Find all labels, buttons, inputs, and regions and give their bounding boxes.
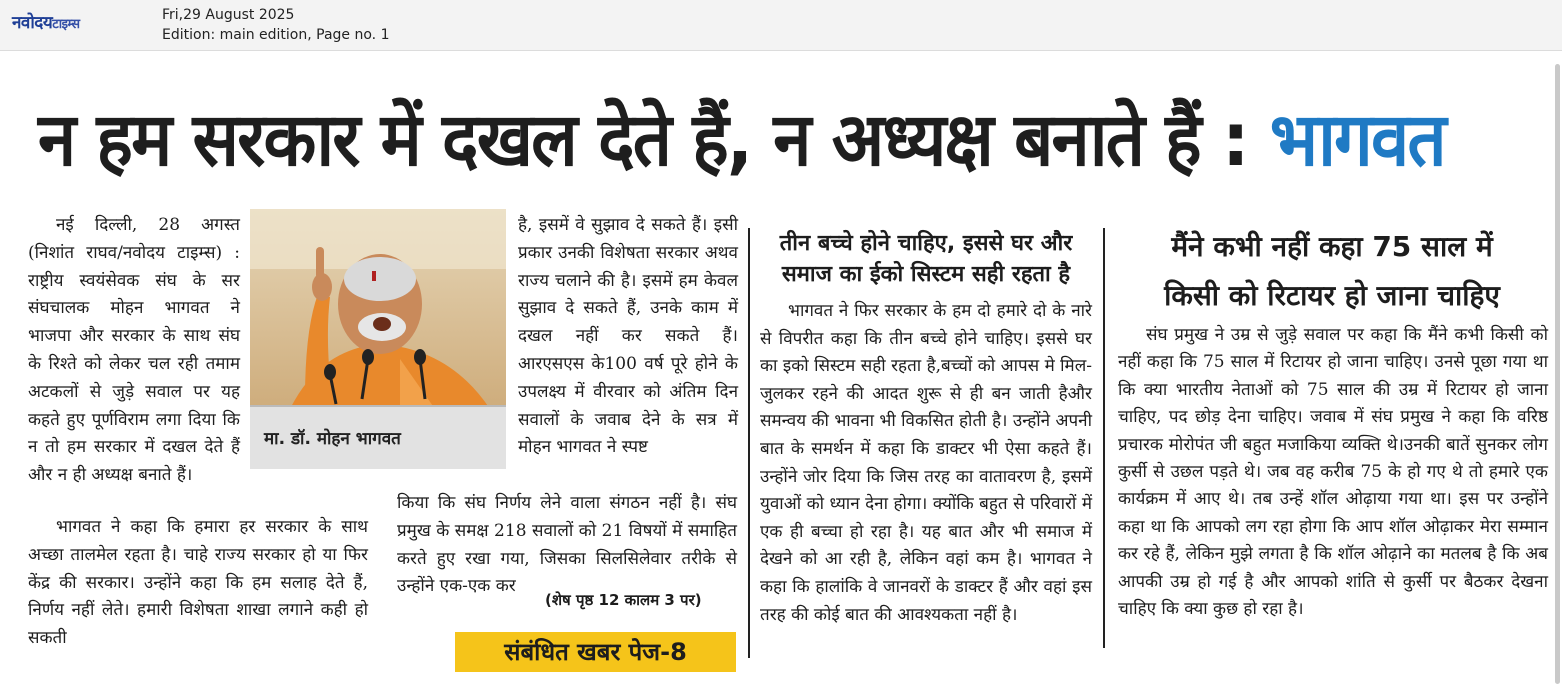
column-divider-right [1103, 228, 1105, 648]
edition-meta [162, 5, 390, 45]
column-4-subheadline [1112, 222, 1552, 320]
headline-main-text: न हम सरकार में दखल देते हैं, न अध्यक्ष बनाते हैं : [38, 97, 1270, 183]
column-3-body: भागवत ने फिर सरकार के हम दो हमारे दो के नारे से विपरीत कहा कि तीन बच्चे होने चाहिए। इससे घर का इको सिस्टम सही रहता है,बच्चों को आपस मे मिल-जुलकर रहने की आदत शुरू से ही बन जाती हैऔर समन्वय की भावना भी विकसित होती है। उन्होंने अपनी बात के समर्थन में कहा कि डाक्टर भी ऐसा कहते हैं।उन्होंने जोर दिया कि जिस तरह का वातावरण है, इसमें युवाओं को ध्यान देना होगा। क्योंकि बहुत से परिवारों में एक ही बच्चा हो रहा है। यह बात और भी समाज में देखने को आ रही है, लेकिन वहां कम है। भागवत ने कहा कि हालांकि वे जानवरों के डाक्टर हैं और वहां इस तरह की कोई बात की आवश्यकता नहीं है। [760, 301, 1092, 625]
mohan-bhagwat-photo [250, 209, 506, 469]
article-column-1-continued [28, 514, 368, 653]
column-3-subhead-line-2: समाज का ईको सिस्टम सही रहता है [781, 262, 1071, 287]
continued-on-page-note: (शेष पृष्ठ 12 कालम 3 पर) [545, 591, 702, 609]
top-bar [0, 0, 1562, 51]
edition-info: Edition: main edition, Page no. 1 [162, 27, 390, 43]
column-2-upper-text: है, इसमें वे सुझाव दे सकते हैं। इसी प्रकार उनकी विशेषता सरकार अथव राज्य चलाने की है। इसमें हम केवल सुझाव दे सकते हैं, उनके काम में दखल नहीं कर सकते हैं। आरएसएस के100 वर्ष पूरे होने के उपलक्ष्य में वीरवार को अंतिम दिन सवालों के जवाब देने के सत्र में मोहन भागवत ने स्पष्ट [518, 215, 738, 458]
column-4-body: संघ प्रमुख ने उम्र से जुड़े सवाल पर कहा कि मैंने कभी किसी को नहीं कहा कि 75 साल में रिटायर हो जाना चाहिए। उनसे पूछा गया था कि क्या भारतीय नेताओं को 75 साल की उम्र में रिटायर हो जाना चाहिए, पद छोड़ देना चाहिए। जवाब में संघ प्रमुख ने कहा कि वरिष्ठ प्रचारक मोरोपंत जी बहुत मजाकिया व्यक्ति थे।उनकी बातें सुनकर लोग कुर्सी से उछल पड़ते थे। जब वह करीब 75 के हो गए थे तो हमारे एक कार्यक्रम में आए थे। तब उन्हें शॉल ओढ़ाया गया था। इस पर उन्होंने कहा था कि आपको लग रहा होगा कि आप शॉल ओढ़ाकर मेरा सम्मान कर रहे हैं, लेकिन मुझे लगता है कि शॉल ओढ़ाने का मतलब है कि अब आपकी उम्र हो गई है और आपको शांति से कुर्सी पर बैठकर देखना चाहिए कि क्या कुछ हो रहा है। [1118, 325, 1548, 620]
article-column-2 [518, 212, 738, 462]
logo-sub-text: टाइम्स [52, 17, 80, 32]
column-divider-left [748, 228, 750, 658]
article-column-1 [28, 212, 240, 490]
logo-main-text: नवोदय [12, 13, 53, 33]
page-headline [38, 84, 1445, 196]
column-1-second-paragraph: भागवत ने कहा कि हमारा हर सरकार के साथ अच्छा तालमेल रहता है। चाहे राज्य सरकार हो या फिर केंद्र की सरकार। उन्होंने कहा कि हम सलाह देते हैं, निर्णय नहीं लेते। हमारी विशेषता शाखा लगाने कही हो सकती [28, 517, 368, 649]
column-4-subhead-line-2: किसी को रिटायर हो जाना चाहिए [1164, 279, 1500, 312]
edition-date: Fri,29 August 2025 [162, 7, 295, 23]
article-column-2-lower [397, 490, 737, 601]
scrollbar-thumb[interactable] [1555, 64, 1560, 684]
vertical-scrollbar[interactable] [1554, 58, 1562, 689]
headline-name-text: भागवत [1269, 97, 1445, 183]
column-3-subheadline [760, 228, 1092, 290]
column-1-intro-paragraph: नई दिल्ली, 28 अगस्त (निशांत राघव/नवोदय टाइम्स) : राष्ट्रीय स्वयंसेवक संघ के सर संघचालक मोहन भागवत ने भाजपा और सरकार के साथ संघ के रिश्ते को लेकर चल रही तमाम अटकलों से जुड़े सवाल पर यह कहते हुए पूर्णविराम लगा दिया कि न तो हम सरकार में दखल देते हैं और न ही अध्यक्ष बनाते हैं। [28, 215, 240, 486]
newspaper-logo[interactable] [12, 10, 80, 34]
column-2-lower-text: किया कि संघ निर्णय लेने वाला संगठन नहीं है। संघ प्रमुख के समक्ष 218 सवालों को 21 विषयों में समाहित करते हुए रखा गया, जिसका सिलसिलेवार तरीके से उन्होंने एक-एक कर [397, 493, 737, 597]
photo-caption: मा. डॉ. मोहन भागवत [264, 429, 401, 449]
article-column-3 [760, 298, 1092, 629]
column-4-subhead-line-1: मैंने कभी नहीं कहा 75 साल में [1171, 230, 1493, 263]
article-column-4 [1118, 322, 1548, 623]
related-news-tag[interactable]: संबंधित खबर पेज-8 [455, 632, 736, 672]
column-3-subhead-line-1: तीन बच्चे होने चाहिए, इससे घर और [779, 231, 1073, 256]
